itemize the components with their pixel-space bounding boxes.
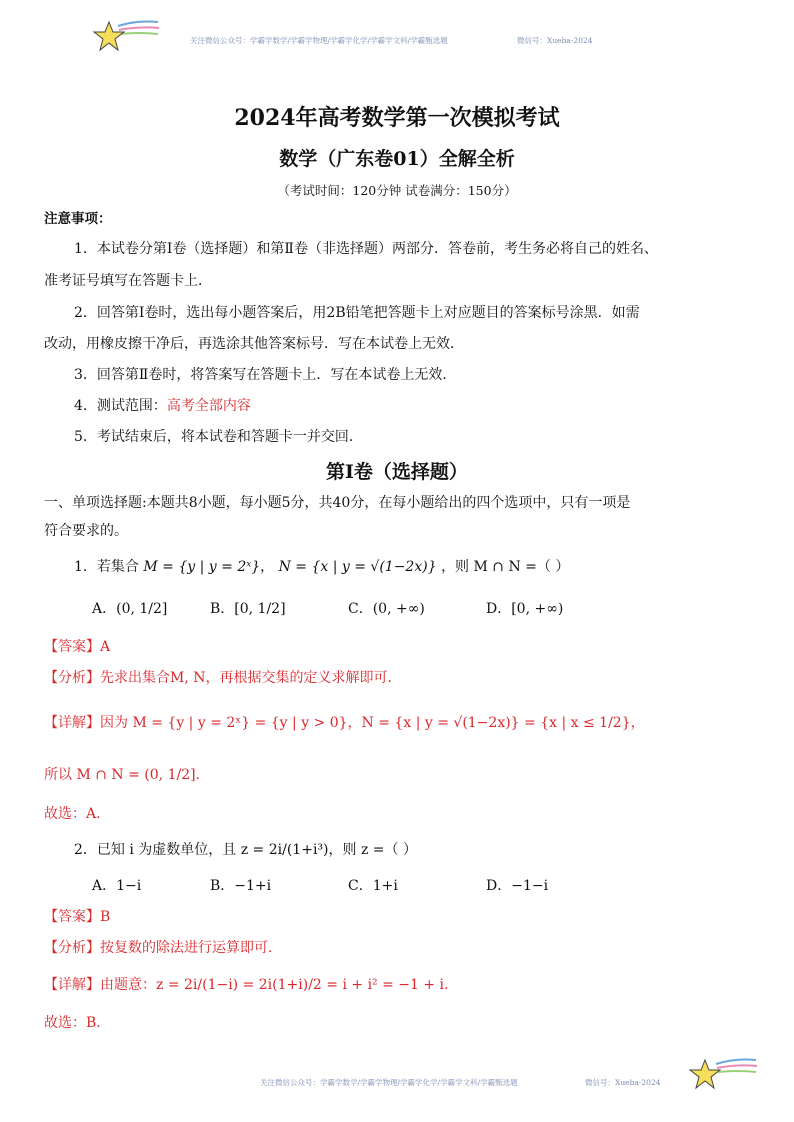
notice-item-5: 5．考试结束后，将本试卷和答题卡一并交回． <box>74 429 363 445</box>
section-intro-cont: 符合要求的。 <box>44 523 128 539</box>
q1-choose: 故选：A. <box>44 806 101 822</box>
section-intro: 一、单项选择题:本题共8小题，每小题5分，共40分，在每小题给出的四个选项中，只有一项是 <box>44 495 631 511</box>
q1-stem-suffix: ，则 M ∩ N =（ ） <box>441 559 570 575</box>
star-logo-bottom <box>688 1052 760 1092</box>
notice-item-1: 1．本试卷分第Ⅰ卷（选择题）和第Ⅱ卷（非选择题）两部分．答卷前，考生务必将自己的姓名、 <box>74 241 658 257</box>
q1-detail-text: 因为 M = {y | y = 2ˣ} = {y | y > 0}，N = {x | y = √(1−2x)} = {x | x ≤ 1/2}， <box>100 715 645 731</box>
test-scope: 高考全部内容 <box>166 398 251 414</box>
q2-analysis-text: 按复数的除法进行运算即可. <box>100 940 273 956</box>
q2-stem: 2．已知 i 为虚数单位，且 z = 2i/(1+i³)，则 z =（ ） <box>74 842 417 858</box>
q2-detail <box>44 974 448 994</box>
star-icon <box>92 16 162 56</box>
section-title: 第Ⅰ卷（选择题） <box>326 461 468 483</box>
q1-option-a[interactable]: A．(0, 1/2] <box>92 601 168 617</box>
q2-analysis <box>44 937 272 957</box>
q1-option-d[interactable]: D．[0, +∞) <box>486 601 564 617</box>
q2-option-b[interactable]: B．−1+i <box>210 878 272 894</box>
q2-detail-label: 【详解】 <box>44 977 100 993</box>
q1-analysis-text: 先求出集合M, N，再根据交集的定义求解即可. <box>100 670 392 686</box>
q2-option-d[interactable]: D．−1−i <box>486 878 549 894</box>
q2-detail-text: 由题意：z = 2i/(1−i) = 2i(1+i)/2 = i + i² = −1 + i. <box>100 977 449 993</box>
q1-answer-label: 【答案】 <box>44 639 100 655</box>
q1-detail-label: 【详解】 <box>44 715 100 731</box>
exam-info: （考试时间：120分钟 试卷满分：150分） <box>277 183 517 198</box>
footer-note: 关注微信公众号：学霸学数学/学霸学物理/学霸学化学/学霸学文科/学霸甄选题 <box>260 1078 518 1087</box>
q2-answer-label: 【答案】 <box>44 909 100 925</box>
q2-analysis-label: 【分析】 <box>44 940 100 956</box>
q2-option-a[interactable]: A．1−i <box>92 878 142 894</box>
header-wechat-id: 微信号：Xueba-2024 <box>517 36 593 45</box>
notice-item-4 <box>74 395 251 415</box>
q1-set-m: M = {y | y = 2ˣ} <box>143 559 261 575</box>
notice-heading: 注意事项： <box>44 211 112 227</box>
q1-answer-value: A <box>100 639 111 655</box>
q2-answer <box>44 906 110 926</box>
star-logo-top <box>92 16 162 56</box>
q1-stem-prefix: 1．若集合 <box>74 559 139 575</box>
page-subtitle: 数学（广东卷01）全解全析 <box>279 148 515 170</box>
q1-analysis <box>44 667 392 687</box>
q1-option-b[interactable]: B．[0, 1/2] <box>210 601 286 617</box>
q2-choose: 故选：B. <box>44 1015 101 1031</box>
q1-stem: 1．若集合 M = {y | y = 2ˣ}， N = {x | y = √(1−2x)} ，则 M ∩ N =（ ） <box>74 559 570 575</box>
notice-item-2-cont: 改动，用橡皮擦干净后，再选涂其他答案标号．写在本试卷上无效． <box>44 336 464 352</box>
header-note: 关注微信公众号：学霸学数学/学霸学物理/学霸学化学/学霸学文科/学霸甄选题 <box>190 36 448 45</box>
page-title: 2024年高考数学第一次模拟考试 <box>234 105 560 131</box>
notice-item-4-label: 4．测试范围： <box>74 398 167 414</box>
q1-analysis-label: 【分析】 <box>44 670 100 686</box>
notice-item-2: 2．回答第Ⅰ卷时，选出每小题答案后，用2B铅笔把答题卡上对应题目的答案标号涂黑．如需 <box>74 305 640 321</box>
q1-detail <box>44 712 645 732</box>
footer-wechat-id: 微信号：Xueba-2024 <box>585 1078 661 1087</box>
q2-option-c[interactable]: C．1+i <box>348 878 398 894</box>
notice-item-1-cont: 准考证号填写在答题卡上． <box>44 273 212 289</box>
q1-option-c[interactable]: C．(0, +∞) <box>348 601 425 617</box>
q2-answer-value: B <box>100 909 111 925</box>
q1-answer <box>44 636 110 656</box>
q1-detail-conclusion: 所以 M ∩ N = (0, 1/2]. <box>44 767 201 783</box>
notice-item-3: 3．回答第Ⅱ卷时，将答案写在答题卡上．写在本试卷上无效． <box>74 367 457 383</box>
q1-set-n: N = {x | y = √(1−2x)} <box>278 559 437 575</box>
star-icon <box>688 1052 760 1092</box>
